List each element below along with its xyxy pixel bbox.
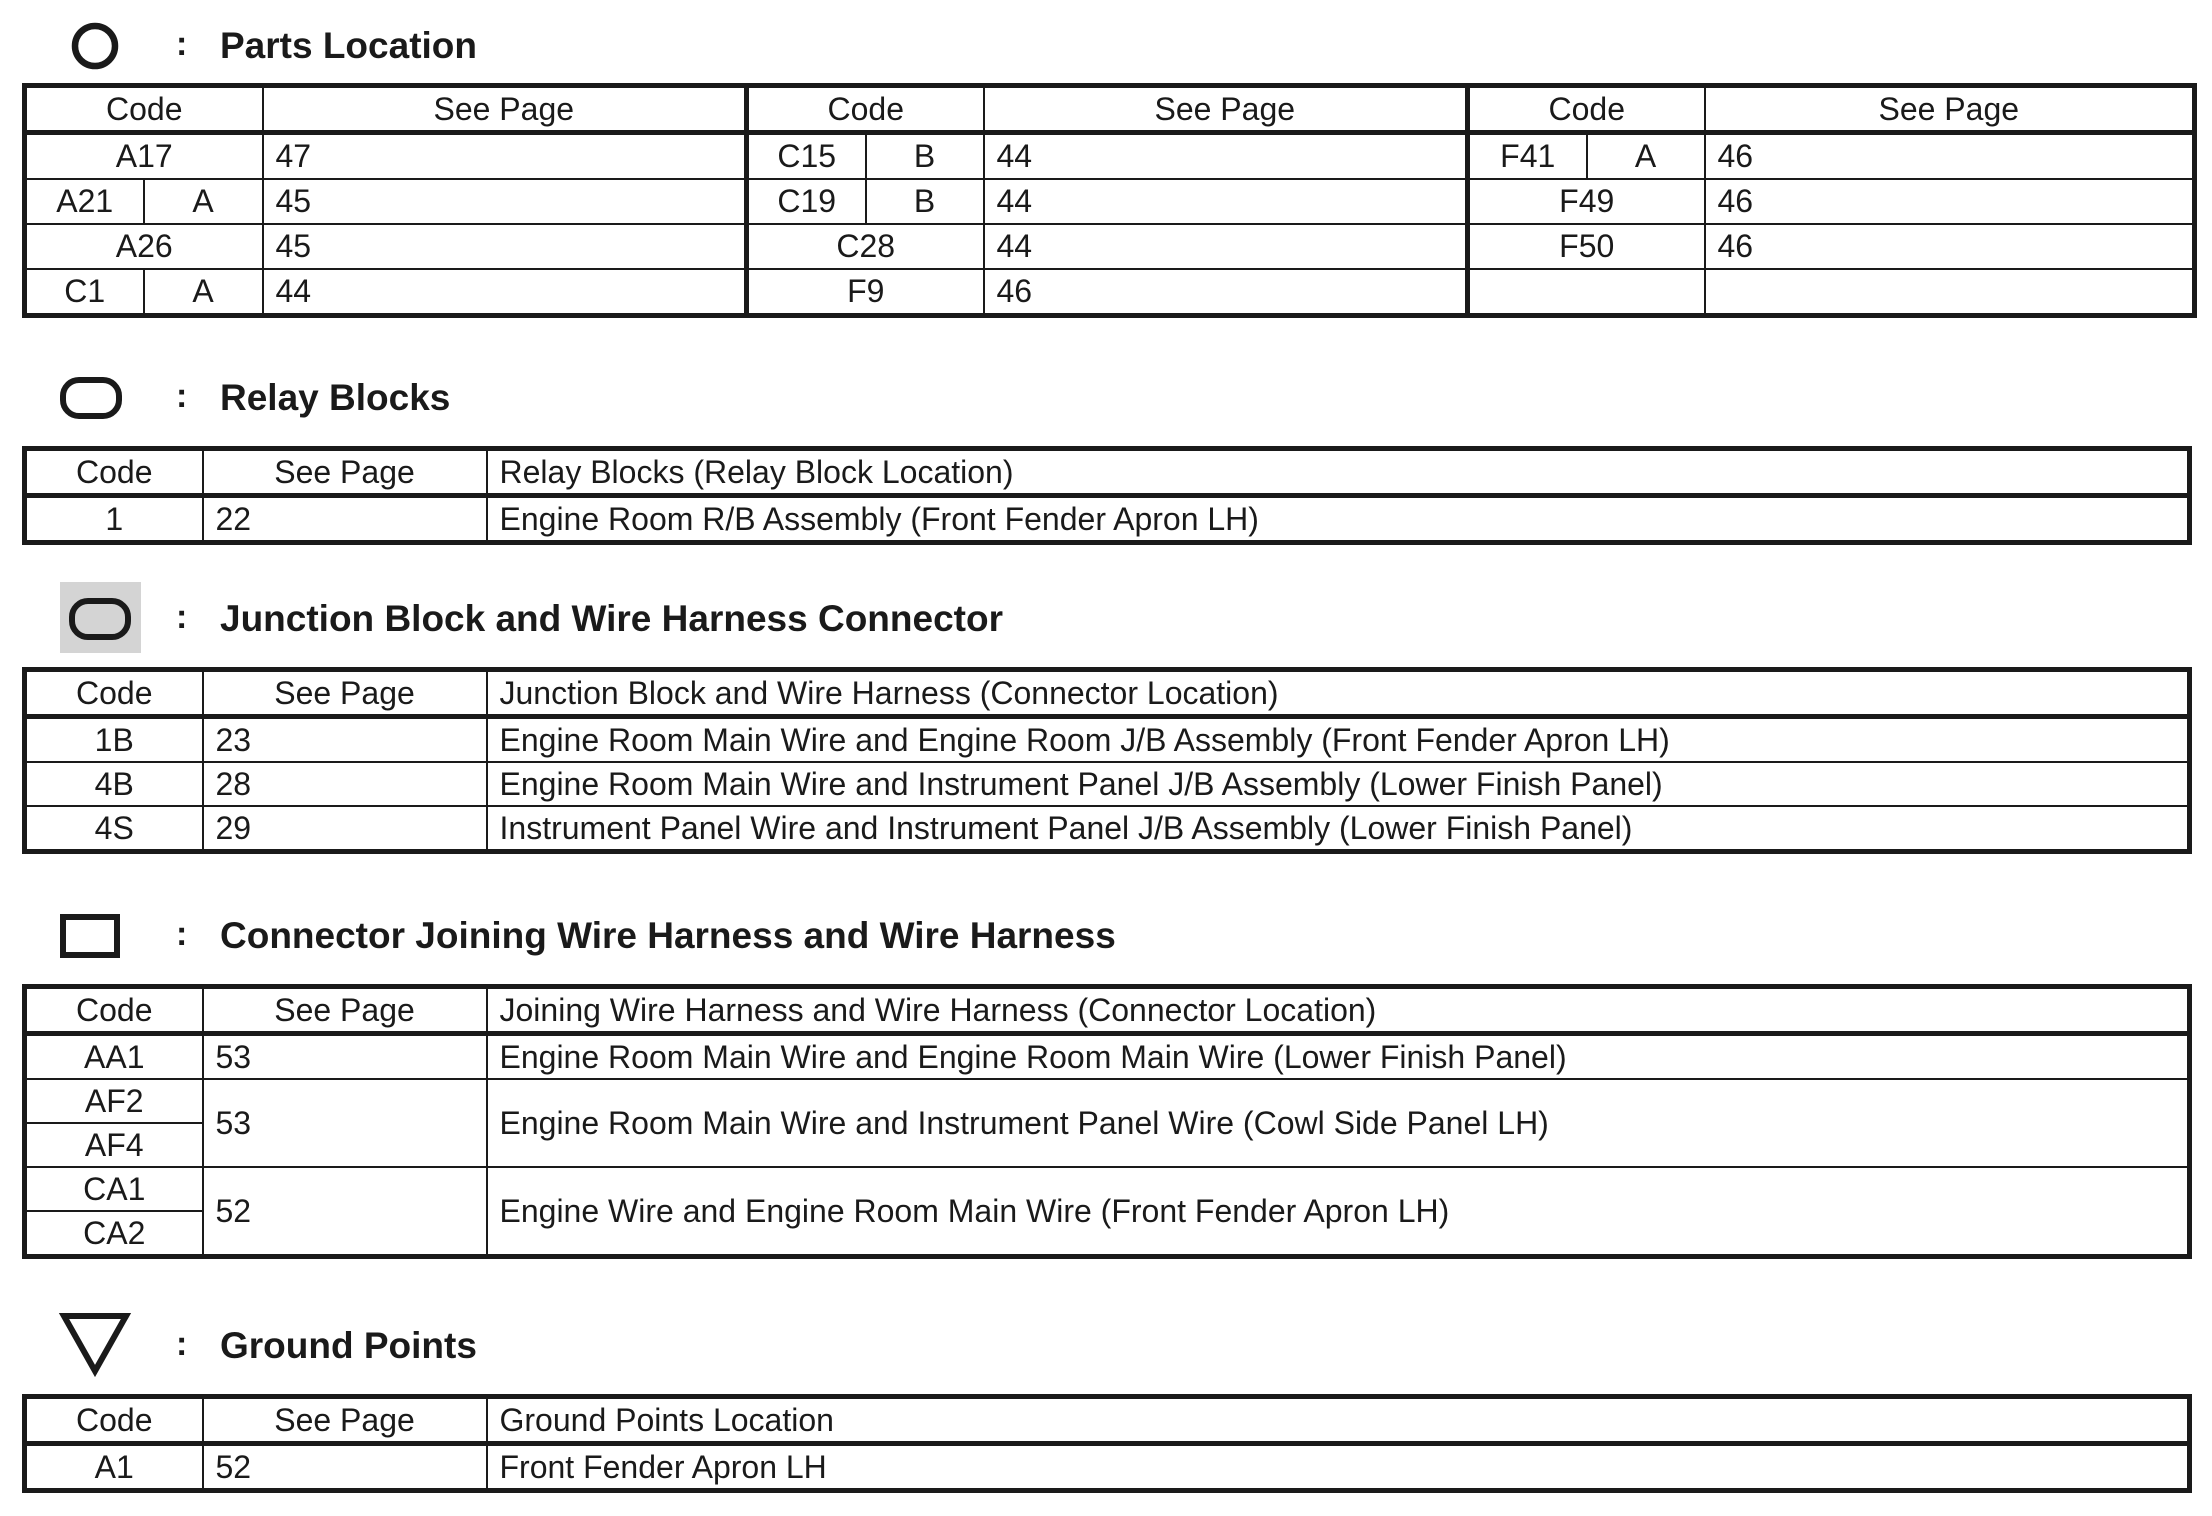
table-row [25,496,2190,543]
connector-code: AA1 [25,1034,203,1080]
see-page-value: 52 [203,1167,487,1257]
column-header-see-page: See Page [263,86,747,133]
part-sub-code: A [144,179,263,224]
section-colon: : [176,25,188,63]
table-header-row [25,86,2195,133]
part-code: C1 [25,269,144,316]
column-header-see-page: See Page [1705,86,2195,133]
part-sub-code: B [866,133,984,180]
section-title: Relay Blocks [220,377,451,418]
junction-block-table [22,667,2192,854]
location-description: Engine Room Main Wire and Engine Room Main Wire (Lower Finish Panel) [487,1034,2190,1080]
junction-code: 4S [25,806,203,852]
see-page-value: 46 [1705,179,2195,224]
column-header-code: Code [25,86,263,133]
table-header-row [25,449,2190,496]
table-row [25,1444,2190,1491]
see-page-value: 52 [203,1444,487,1491]
table-row [25,179,2195,224]
column-header-see-page: See Page [203,1397,487,1444]
relay-blocks-header [58,360,1958,436]
column-header-code: Code [25,1397,203,1444]
table-row [25,1167,2190,1211]
ground-points-header [58,1308,1958,1384]
table-row [25,1079,2190,1123]
location-description: Engine Room R/B Assembly (Front Fender Apron LH) [487,496,2190,543]
column-header-see-page: See Page [203,670,487,717]
part-code: A26 [25,224,263,269]
rectangle-icon [58,898,142,974]
junction-block-header [58,581,1958,657]
rounded-rectangle-icon [58,360,142,436]
see-page-value: 44 [263,269,747,316]
part-code [1468,269,1705,316]
see-page-value: 53 [203,1079,487,1167]
joining-connector-header [58,898,1958,974]
part-sub-code: A [1587,133,1705,180]
shaded-rounded-rectangle-icon [58,581,142,657]
junction-code: 1B [25,717,203,763]
column-header-code: Code [747,86,984,133]
part-sub-code: A [144,269,263,316]
location-description: Engine Room Main Wire and Instrument Panel Wire (Cowl Side Panel LH) [487,1079,2190,1167]
see-page-value: 47 [263,133,747,180]
table-row [25,269,2195,316]
see-page-value: 46 [1705,224,2195,269]
see-page-value: 44 [984,179,1468,224]
see-page-value: 28 [203,762,487,806]
part-code: F49 [1468,179,1705,224]
part-code: F50 [1468,224,1705,269]
location-description: Engine Room Main Wire and Engine Room J/B Assembly (Front Fender Apron LH) [487,717,2190,763]
part-code: C28 [747,224,984,269]
part-code: C15 [747,133,866,180]
see-page-value: 45 [263,179,747,224]
see-page-value: 53 [203,1034,487,1080]
relay-blocks-table [22,446,2192,545]
part-code: A17 [25,133,263,180]
table-row [25,1034,2190,1080]
parts-location-table [22,83,2197,318]
column-header-see-page: See Page [203,987,487,1034]
location-description: Engine Room Main Wire and Instrument Panel J/B Assembly (Lower Finish Panel) [487,762,2190,806]
circle-icon [58,8,142,84]
section-colon: : [176,377,188,415]
see-page-value: 44 [984,224,1468,269]
ground-points-table [22,1394,2192,1493]
see-page-value: 46 [1705,133,2195,180]
location-description: Instrument Panel Wire and Instrument Panel J/B Assembly (Lower Finish Panel) [487,806,2190,852]
table-header-row [25,987,2190,1034]
column-header-code: Code [25,987,203,1034]
column-header-see-page: See Page [984,86,1468,133]
table-row [25,717,2190,763]
table-header-row [25,1397,2190,1444]
part-sub-code: B [866,179,984,224]
joining-connector-table [22,984,2192,1259]
parts-location-header [58,8,1958,84]
column-header-location: Ground Points Location [487,1397,2190,1444]
section-title: Parts Location [220,25,477,66]
see-page-value: 23 [203,717,487,763]
see-page-value: 45 [263,224,747,269]
section-title: Connector Joining Wire Harness and Wire Harness [220,915,1116,956]
column-header-code: Code [1468,86,1705,133]
triangle-down-icon [58,1308,142,1384]
see-page-value [1705,269,2195,316]
see-page-value: 46 [984,269,1468,316]
connector-code: AF4 [25,1123,203,1167]
location-description: Front Fender Apron LH [487,1444,2190,1491]
column-header-code: Code [25,670,203,717]
connector-code: CA1 [25,1167,203,1211]
part-code: C19 [747,179,866,224]
section-colon: : [176,1325,188,1363]
ground-code: A1 [25,1444,203,1491]
column-header-code: Code [25,449,203,496]
see-page-value: 44 [984,133,1468,180]
column-header-location: Relay Blocks (Relay Block Location) [487,449,2190,496]
table-header-row [25,670,2190,717]
column-header-see-page: See Page [203,449,487,496]
connector-code: CA2 [25,1211,203,1257]
column-header-location: Joining Wire Harness and Wire Harness (Connector Location) [487,987,2190,1034]
location-description: Engine Wire and Engine Room Main Wire (Front Fender Apron LH) [487,1167,2190,1257]
table-row [25,224,2195,269]
section-title: Junction Block and Wire Harness Connector [220,598,1003,639]
column-header-location: Junction Block and Wire Harness (Connector Location) [487,670,2190,717]
table-row [25,806,2190,852]
section-colon: : [176,915,188,953]
see-page-value: 22 [203,496,487,543]
relay-code: 1 [25,496,203,543]
section-colon: : [176,598,188,636]
table-row [25,762,2190,806]
part-code: A21 [25,179,144,224]
see-page-value: 29 [203,806,487,852]
table-row [25,133,2195,180]
part-code: F41 [1468,133,1587,180]
junction-code: 4B [25,762,203,806]
section-title: Ground Points [220,1325,477,1366]
connector-code: AF2 [25,1079,203,1123]
part-code: F9 [747,269,984,316]
